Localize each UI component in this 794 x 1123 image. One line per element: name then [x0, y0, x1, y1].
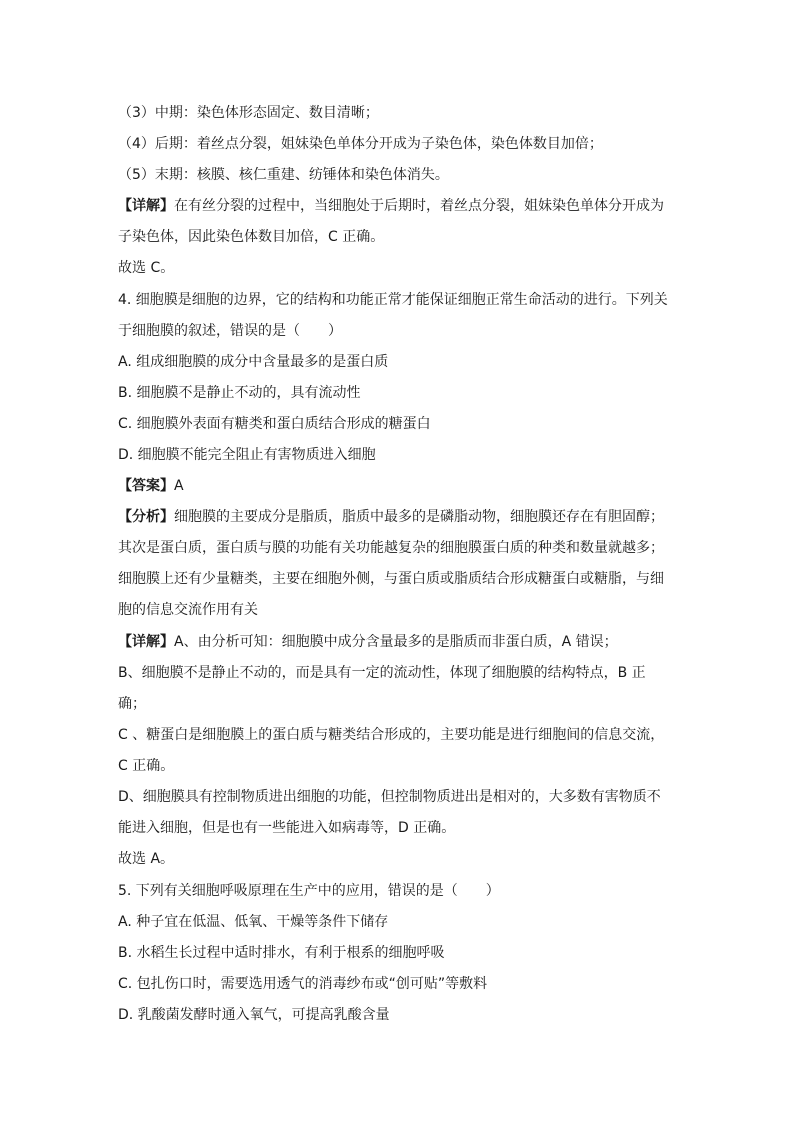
- option-a: A. 种子宜在低温、低氧、干燥等条件下储存: [118, 914, 389, 930]
- text-line: 故选 A。: [118, 851, 175, 867]
- option-c: C. 细胞膜外表面有糖类和蛋白质结合形成的糖蛋白: [118, 416, 431, 432]
- text-line: 细胞膜上还有少量糖类，主要在细胞外侧，与蛋白质或脂质结合形成糖蛋白或糖脂，与细: [118, 571, 664, 587]
- text-line: C 、糖蛋白是细胞膜上的蛋白质与糖类结合形成的，主要功能是进行细胞间的信息交流，: [118, 727, 665, 743]
- text-line: （4）后期：着丝点分裂，姐妹染色单体分开成为子染色体，染色体数目加倍；: [118, 136, 603, 152]
- answer-line: [118, 476, 184, 496]
- option-b: B. 水稻生长过程中适时排水，有利于根系的细胞呼吸: [118, 945, 445, 961]
- detail-text: 在有丝分裂的过程中，当细胞处于后期时，着丝点分裂，姐妹染色单体分开成为: [174, 198, 664, 214]
- answer-tag: 【答案】: [118, 478, 174, 494]
- question-4-stem-cont: 于细胞膜的叙述，错误的是（ ）: [118, 323, 342, 339]
- text-line: （5）末期：核膜、核仁重建、纺锤体和染色体消失。: [118, 167, 449, 183]
- option-a: A. 组成细胞膜的成分中含量最多的是蛋白质: [118, 354, 389, 370]
- text-line: 胞的信息交流作用有关: [118, 602, 258, 618]
- text-line: 子染色体，因此染色体数目加倍，C 正确。: [118, 229, 385, 245]
- question-5-stem: 5. 下列有关细胞呼吸原理在生产中的应用，错误的是（ ）: [118, 883, 500, 899]
- option-d: D. 乳酸菌发酵时通入氧气，可提高乳酸含量: [118, 1007, 390, 1023]
- question-4-stem: 4. 细胞膜是细胞的边界，它的结构和功能正常才能保证细胞正常生命活动的进行。下列关: [118, 292, 668, 308]
- text-line: 能进入细胞，但是也有一些能进入如病毒等，D 正确。: [118, 820, 456, 836]
- answer-text: A: [174, 478, 184, 494]
- text-line: 其次是蛋白质，蛋白质与膜的功能有关功能越复杂的细胞膜蛋白质的种类和数量就越多；: [118, 540, 664, 556]
- text-line: 故选 C。: [118, 260, 175, 276]
- analysis-text: 细胞膜的主要成分是脂质，脂质中最多的是磷脂动物，细胞膜还存在有胆固醇；: [174, 509, 664, 525]
- text-line: 确；: [118, 696, 146, 712]
- detail-tag: 【详解】: [118, 198, 174, 214]
- option-c: C. 包扎伤口时，需要选用透气的消毒纱布或“创可贴”等敷料: [118, 976, 488, 992]
- text-line: D、细胞膜具有控制物质进出细胞的功能，但控制物质进出是相对的，大多数有害物质不: [118, 789, 661, 805]
- text-line: B、细胞膜不是静止不动的，而是具有一定的流动性，体现了细胞膜的结构特点，B 正: [118, 665, 646, 681]
- analysis-tag: 【分析】: [118, 509, 174, 525]
- detail-tag: 【详解】: [118, 634, 174, 650]
- text-line: C 正确。: [118, 758, 175, 774]
- detail-text: A、由分析可知：细胞膜中成分含量最多的是脂质而非蛋白质，A 错误；: [174, 634, 618, 650]
- option-b: B. 细胞膜不是静止不动的，具有流动性: [118, 385, 361, 401]
- option-d: D. 细胞膜不能完全阻止有害物质进入细胞: [118, 447, 376, 463]
- detail-line: [118, 196, 664, 216]
- text-line: （3）中期：染色体形态固定、数目清晰；: [118, 105, 379, 121]
- analysis-line: [118, 507, 664, 527]
- detail-line: [118, 632, 618, 652]
